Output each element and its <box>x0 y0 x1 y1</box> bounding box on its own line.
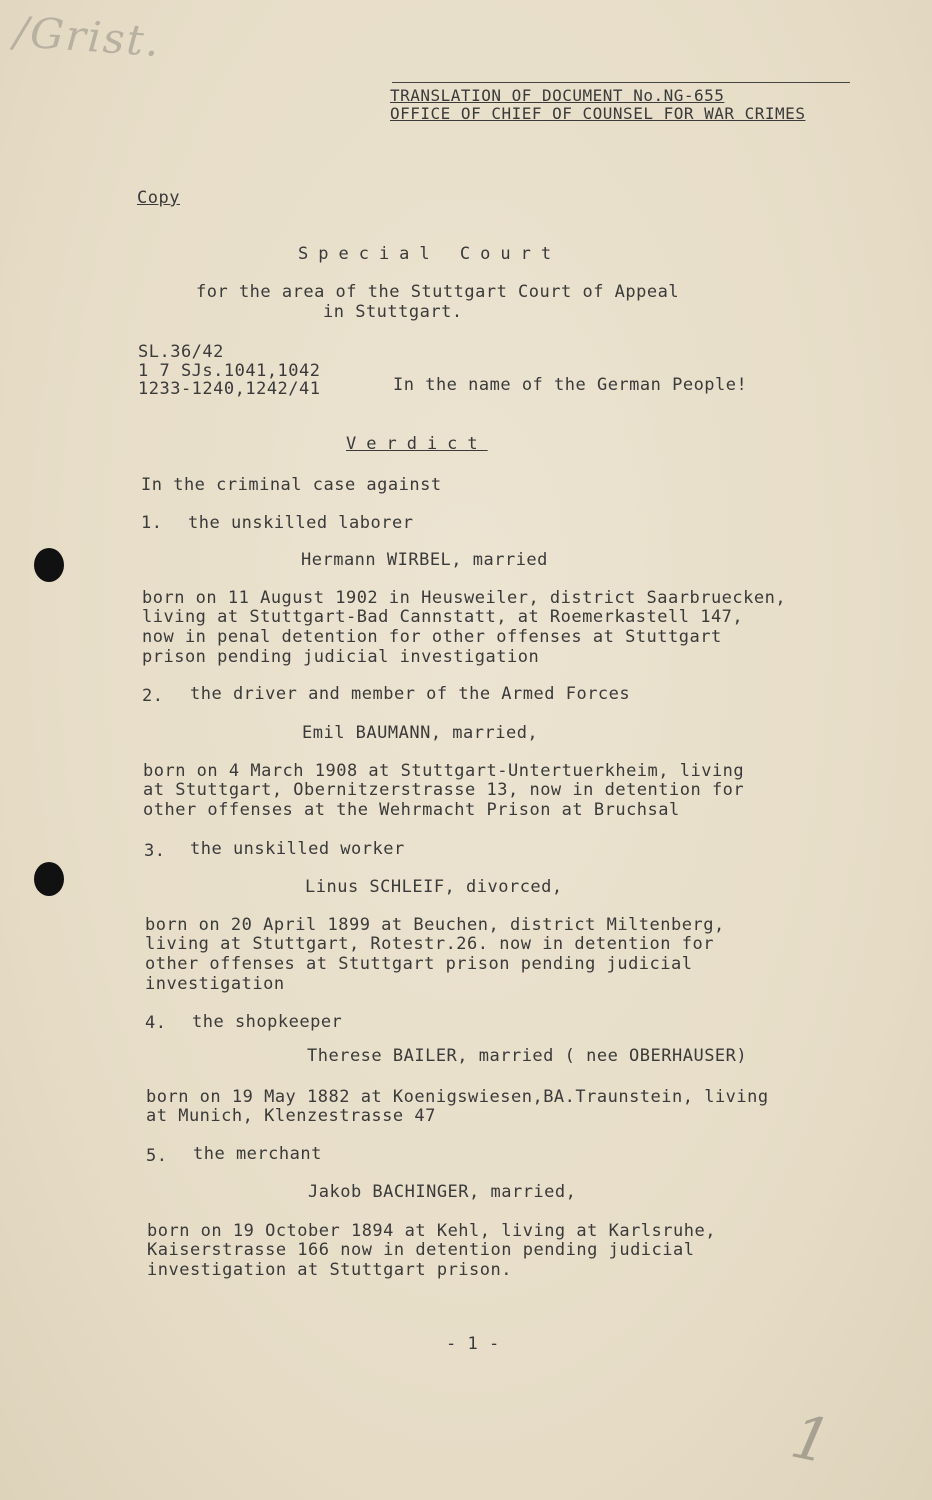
verdict-heading: Verdict <box>346 434 488 454</box>
defendant-2-name: Emil BAUMANN, married, <box>302 723 539 743</box>
defendant-3-name: Linus SCHLEIF, divorced, <box>305 877 563 897</box>
defendant-3-details-4: investigation <box>145 974 285 994</box>
court-title: Special Court <box>298 244 562 264</box>
defendant-4-details-1: born on 19 May 1882 at Koenigswiesen,BA.Traunstein, living <box>146 1087 769 1107</box>
defendant-1-details-3: now in penal detention for other offenses at Stuttgart <box>142 627 722 647</box>
criminal-case-intro: In the criminal case against <box>141 475 442 495</box>
court-line-1: for the area of the Stuttgart Court of Appeal <box>196 282 680 302</box>
defendant-1-details-1: born on 11 August 1902 in Heusweiler, district Saarbruecken, <box>142 588 787 608</box>
defendant-4-number: 4. <box>145 1013 167 1033</box>
punch-hole-top <box>34 548 64 582</box>
header-line-2: OFFICE OF CHIEF OF COUNSEL FOR WAR CRIMES <box>390 104 806 123</box>
handwritten-annotation: /Grist. <box>12 6 163 67</box>
defendant-3-details-2: living at Stuttgart, Rotestr.26. now in detention for <box>145 934 714 954</box>
court-line-2: in Stuttgart. <box>323 302 463 322</box>
page-number: - 1 - <box>446 1334 500 1354</box>
defendant-5-details-2: Kaiserstrasse 166 now in detention pending judicial <box>147 1240 695 1260</box>
defendant-3-details-1: born on 20 April 1899 at Beuchen, district Miltenberg, <box>145 915 725 935</box>
defendant-5-details-3: investigation at Stuttgart prison. <box>147 1260 512 1280</box>
defendant-1-number: 1. <box>141 513 163 533</box>
defendant-5-role: the merchant <box>193 1144 322 1164</box>
in-name-of-people: In the name of the German People! <box>393 375 748 395</box>
defendant-1-details-2: living at Stuttgart-Bad Cannstatt, at Roemerkastell 147, <box>142 607 744 627</box>
defendant-2-role: the driver and member of the Armed Forces <box>190 684 631 704</box>
defendant-5-number: 5. <box>146 1146 168 1166</box>
reference-2: 1 7 SJs.1041,1042 <box>138 361 321 381</box>
defendant-1-role: the unskilled laborer <box>188 513 414 533</box>
header-line-1: TRANSLATION OF DOCUMENT No.NG-655 <box>390 86 725 105</box>
copy-label: Copy <box>137 188 180 208</box>
reference-1: SL.36/42 <box>138 342 224 362</box>
defendant-2-details-2: at Stuttgart, Obernitzerstrasse 13, now in detention for <box>143 780 745 800</box>
defendant-3-details-3: other offenses at Stuttgart prison pending judicial <box>145 954 693 974</box>
defendant-2-details-1: born on 4 March 1908 at Stuttgart-Untertuerkheim, living <box>143 761 745 781</box>
defendant-4-name: Therese BAILER, married ( nee OBERHAUSER) <box>307 1046 748 1066</box>
defendant-2-details-3: other offenses at the Wehrmacht Prison at Bruchsal <box>143 800 680 820</box>
header-top-rule <box>392 82 850 83</box>
defendant-3-number: 3. <box>144 841 166 861</box>
defendant-4-details-2: at Munich, Klenzestrasse 47 <box>146 1106 436 1126</box>
defendant-1-details-4: prison pending judicial investigation <box>142 647 540 667</box>
handwritten-page-mark: 1 <box>785 1401 840 1479</box>
defendant-5-name: Jakob BACHINGER, married, <box>308 1182 577 1202</box>
punch-hole-bottom <box>34 862 64 896</box>
defendant-3-role: the unskilled worker <box>190 839 405 859</box>
defendant-4-role: the shopkeeper <box>192 1012 343 1032</box>
reference-3: 1233-1240,1242/41 <box>138 379 321 399</box>
defendant-2-number: 2. <box>142 686 164 706</box>
defendant-1-name: Hermann WIRBEL, married <box>301 550 548 570</box>
defendant-5-details-1: born on 19 October 1894 at Kehl, living at Karlsruhe, <box>147 1221 716 1241</box>
